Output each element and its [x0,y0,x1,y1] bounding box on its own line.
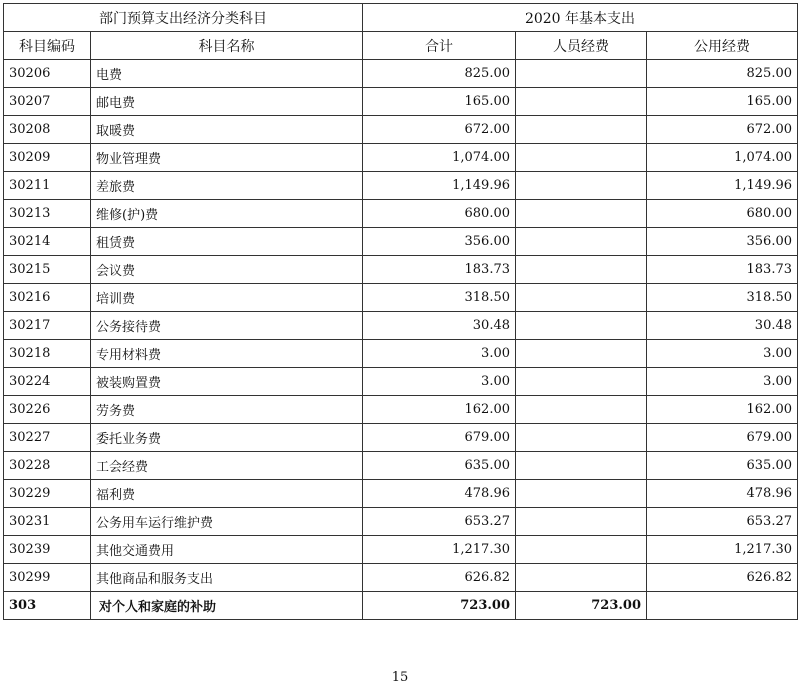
cell-name: 培训费 [91,284,363,312]
cell-public: 1,074.00 [647,144,798,172]
header-personnel: 人员经费 [516,32,647,60]
table-row [4,424,798,452]
cell-code: 30209 [4,144,91,172]
header-name: 科目名称 [91,32,363,60]
cell-total: 672.00 [363,116,516,144]
cell-name: 公务用车运行维护费 [91,508,363,536]
cell-personnel [516,200,647,228]
cell-code: 30216 [4,284,91,312]
table-row [4,452,798,480]
cell-total: 679.00 [363,424,516,452]
cell-name: 物业管理费 [91,144,363,172]
header-total: 合计 [363,32,516,60]
cell-personnel [516,368,647,396]
cell-personnel [516,452,647,480]
cell-public: 1,217.30 [647,536,798,564]
cell-name: 取暖费 [91,116,363,144]
cell-total: 626.82 [363,564,516,592]
table-row [4,536,798,564]
cell-code: 30206 [4,60,91,88]
cell-total: 3.00 [363,340,516,368]
cell-personnel [516,228,647,256]
cell-total: 825.00 [363,60,516,88]
cell-personnel [516,60,647,88]
cell-public: 825.00 [647,60,798,88]
cell-total: 165.00 [363,88,516,116]
cell-code: 30229 [4,480,91,508]
cell-code: 30239 [4,536,91,564]
cell-personnel: 723.00 [516,592,647,620]
cell-name: 会议费 [91,256,363,284]
cell-code: 30208 [4,116,91,144]
table-row [4,480,798,508]
cell-name: 维修(护)费 [91,200,363,228]
cell-personnel [516,396,647,424]
table-row [4,256,798,284]
cell-total: 30.48 [363,312,516,340]
cell-code: 303 [4,592,91,620]
cell-public [647,592,798,620]
cell-code: 30224 [4,368,91,396]
cell-total: 356.00 [363,228,516,256]
cell-public: 318.50 [647,284,798,312]
table-row [4,116,798,144]
cell-total: 1,217.30 [363,536,516,564]
cell-personnel [516,564,647,592]
cell-personnel [516,424,647,452]
table-row [4,564,798,592]
cell-total: 162.00 [363,396,516,424]
cell-name: 福利费 [91,480,363,508]
cell-personnel [516,340,647,368]
group-header-row [4,4,798,32]
cell-public: 672.00 [647,116,798,144]
cell-name: 差旅费 [91,172,363,200]
cell-personnel [516,116,647,144]
column-header-row [4,32,798,60]
table-row [4,172,798,200]
cell-code: 30213 [4,200,91,228]
table-row [4,200,798,228]
cell-code: 30227 [4,424,91,452]
cell-code: 30218 [4,340,91,368]
cell-total: 1,149.96 [363,172,516,200]
cell-personnel [516,312,647,340]
cell-name: 公务接待费 [91,312,363,340]
cell-public: 653.27 [647,508,798,536]
cell-code: 30211 [4,172,91,200]
cell-personnel [516,480,647,508]
cell-total: 635.00 [363,452,516,480]
cell-total: 183.73 [363,256,516,284]
cell-code: 30214 [4,228,91,256]
cell-name: 劳务费 [91,396,363,424]
cell-personnel [516,256,647,284]
cell-total: 478.96 [363,480,516,508]
table-row [4,228,798,256]
cell-name: 被装购置费 [91,368,363,396]
cell-total: 318.50 [363,284,516,312]
budget-expense-table [3,3,798,620]
table-row [4,508,798,536]
table-row [4,284,798,312]
header-public: 公用经费 [647,32,798,60]
cell-personnel [516,508,647,536]
cell-code: 30215 [4,256,91,284]
cell-public: 626.82 [647,564,798,592]
cell-total: 1,074.00 [363,144,516,172]
cell-public: 3.00 [647,340,798,368]
cell-public: 478.96 [647,480,798,508]
table-row [4,396,798,424]
cell-personnel [516,88,647,116]
cell-public: 162.00 [647,396,798,424]
cell-public: 165.00 [647,88,798,116]
cell-name: 其他商品和服务支出 [91,564,363,592]
cell-name: 租赁费 [91,228,363,256]
cell-name: 工会经费 [91,452,363,480]
cell-name: 对个人和家庭的补助 [91,592,363,620]
header-code: 科目编码 [4,32,91,60]
cell-code: 30228 [4,452,91,480]
cell-code: 30207 [4,88,91,116]
page-number: 15 [391,670,409,685]
header-year-expense: 2020 年基本支出 [363,4,798,32]
header-category: 部门预算支出经济分类科目 [4,4,363,32]
cell-code: 30217 [4,312,91,340]
cell-total: 680.00 [363,200,516,228]
cell-total: 653.27 [363,508,516,536]
cell-code: 30231 [4,508,91,536]
cell-code: 30226 [4,396,91,424]
cell-public: 183.73 [647,256,798,284]
cell-public: 680.00 [647,200,798,228]
table-row [4,60,798,88]
cell-personnel [516,144,647,172]
cell-public: 356.00 [647,228,798,256]
cell-name: 专用材料费 [91,340,363,368]
cell-public: 3.00 [647,368,798,396]
cell-personnel [516,172,647,200]
cell-public: 679.00 [647,424,798,452]
cell-code: 30299 [4,564,91,592]
cell-public: 635.00 [647,452,798,480]
cell-personnel [516,536,647,564]
cell-public: 1,149.96 [647,172,798,200]
cell-name: 其他交通费用 [91,536,363,564]
table-row [4,592,798,620]
cell-total: 723.00 [363,592,516,620]
table-body [4,60,798,620]
table-row [4,312,798,340]
table-row [4,368,798,396]
cell-name: 委托业务费 [91,424,363,452]
table-row [4,340,798,368]
cell-personnel [516,284,647,312]
table-row [4,88,798,116]
cell-public: 30.48 [647,312,798,340]
cell-total: 3.00 [363,368,516,396]
table-row [4,144,798,172]
cell-name: 邮电费 [91,88,363,116]
cell-name: 电费 [91,60,363,88]
